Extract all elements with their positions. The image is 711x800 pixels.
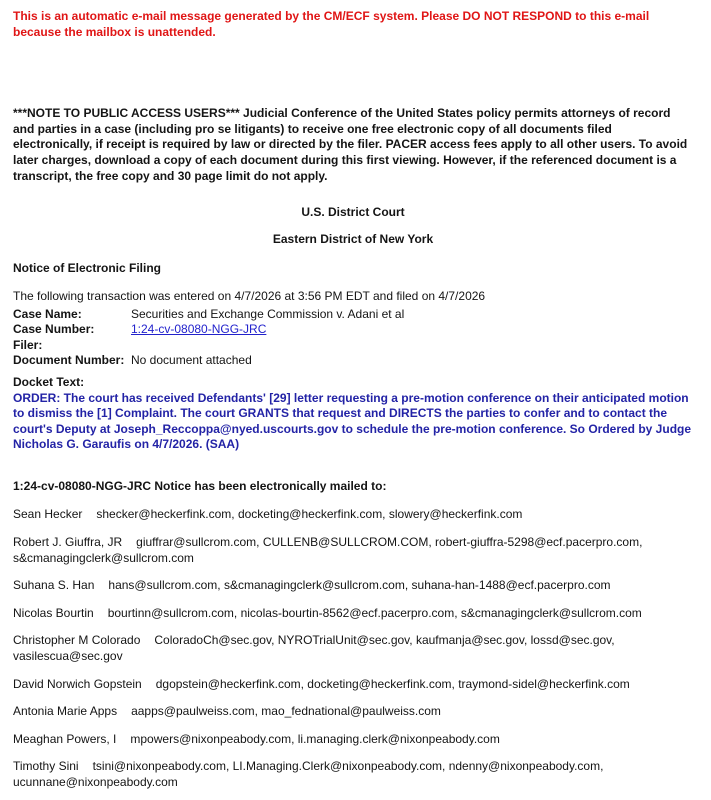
recipient-name: Suhana S. Han — [13, 578, 95, 593]
filer-row — [13, 338, 413, 354]
court-name: U.S. District Court — [301, 205, 405, 220]
recipient-row — [13, 578, 693, 594]
recipient-row — [13, 704, 693, 720]
recipient-name: Timothy Sini — [13, 759, 79, 774]
auto-email-warning: This is an automatic e-mail message generated by the CM/ECF system. Please DO NOT RESPOND to this e-mail because the mailbox is unattended. — [13, 9, 650, 39]
case-number-link[interactable]: 1:24-cv-08080-NGG-JRC — [131, 322, 267, 337]
notice-of-electronic-filing-heading: Notice of Electronic Filing — [13, 261, 162, 276]
recipient-row — [13, 633, 693, 664]
case-number-row — [13, 322, 413, 338]
case-name-label: Case Name: — [13, 306, 82, 321]
recipient-emails: giuffrar@sullcrom.com, CULLENB@SULLCROM.COM, robert-giuffra-5298@ecf.pacerpro.com, s&cmanagingclerk@sullcrom.com — [13, 535, 643, 565]
recipient-name: Sean Hecker — [13, 507, 83, 522]
filer-value — [131, 338, 413, 354]
case-name-row — [13, 307, 413, 323]
recipient-emails: ColoradoCh@sec.gov, NYROTrialUnit@sec.gov, kaufmanja@sec.gov, lossd@sec.gov, vasilescua@sec.gov — [13, 633, 615, 664]
recipient-emails: bourtinn@sullcrom.com, nicolas-bourtin-8562@ecf.pacerpro.com, s&cmanagingclerk@sullcrom.com — [107, 605, 642, 620]
recipient-emails: aapps@paulweiss.com, mao_fednational@paulweiss.com — [131, 704, 441, 719]
recipient-name: Meaghan Powers, I — [13, 731, 117, 746]
document-number-label: Document Number: — [13, 353, 125, 368]
recipient-name: David Norwich Gopstein — [13, 676, 142, 691]
case-name-value: Securities and Exchange Commission v. Adani et al — [131, 306, 405, 321]
recipient-name: Robert J. Giuffra, JR — [13, 535, 123, 550]
recipient-row — [13, 677, 693, 693]
recipient-row — [13, 507, 693, 523]
docket-text-label: Docket Text: — [13, 374, 85, 389]
recipient-emails: shecker@heckerfink.com, docketing@heckerfink.com, slowery@heckerfink.com — [96, 507, 523, 522]
public-access-notice: ***NOTE TO PUBLIC ACCESS USERS*** Judicial Conference of the United States policy permits attorneys of record and parties in a case (including pro se litigants) to receive one free electronic copy of all documents filed electronically, if receipt is required by law or directed by the filer. PACER access fees apply to all other users. To avoid later charges, download a copy of each document during this first viewing. However, if the referenced document is a transcript, the free copy and 30 page limit do not apply. — [13, 106, 688, 183]
recipient-row — [13, 759, 693, 790]
recipient-name: Nicolas Bourtin — [13, 605, 94, 620]
recipient-name: Antonia Marie Apps — [13, 704, 118, 719]
recipient-emails: hans@sullcrom.com, s&cmanagingclerk@sullcrom.com, suhana-han-1488@ecf.pacerpro.com — [108, 578, 611, 593]
filer-label: Filer: — [13, 337, 43, 352]
case-info-table — [13, 307, 413, 369]
case-number-label: Case Number: — [13, 322, 95, 337]
recipient-emails: dgopstein@heckerfink.com, docketing@heckerfink.com, traymond-sidel@heckerfink.com — [155, 676, 630, 691]
recipient-row — [13, 606, 693, 622]
recipient-row — [13, 535, 693, 566]
recipient-emails: tsini@nixonpeabody.com, LI.Managing.Clerk@nixonpeabody.com, ndenny@nixonpeabody.com, ucunnane@nixonpeabody.com — [13, 759, 604, 789]
electronically-mailed-heading: 1:24-cv-08080-NGG-JRC Notice has been electronically mailed to: — [13, 478, 387, 493]
document-number-row — [13, 353, 413, 369]
recipient-emails: mpowers@nixonpeabody.com, li.managing.clerk@nixonpeabody.com — [130, 731, 500, 746]
court-district: Eastern District of New York — [272, 231, 434, 246]
docket-text-order: ORDER: The court has received Defendants' [29] letter requesting a pre-motion conference on their anticipated motion to dismiss the [1] Complaint. The court GRANTS that request and DIRECTS the parties to confer and to contact the court's Deputy at Joseph_Reccoppa@nyed.uscourts.gov to schedule the pre-motion conference. So Ordered by Judge Nicholas G. Garaufis on 4/7/2026. (SAA) — [13, 390, 692, 452]
document-number-value: No document attached — [131, 353, 252, 368]
transaction-line: The following transaction was entered on 4/7/2026 at 3:56 PM EDT and filed on 4/7/2026 — [13, 288, 486, 303]
recipient-name: Christopher M Colorado — [13, 633, 141, 648]
recipient-row — [13, 732, 693, 748]
